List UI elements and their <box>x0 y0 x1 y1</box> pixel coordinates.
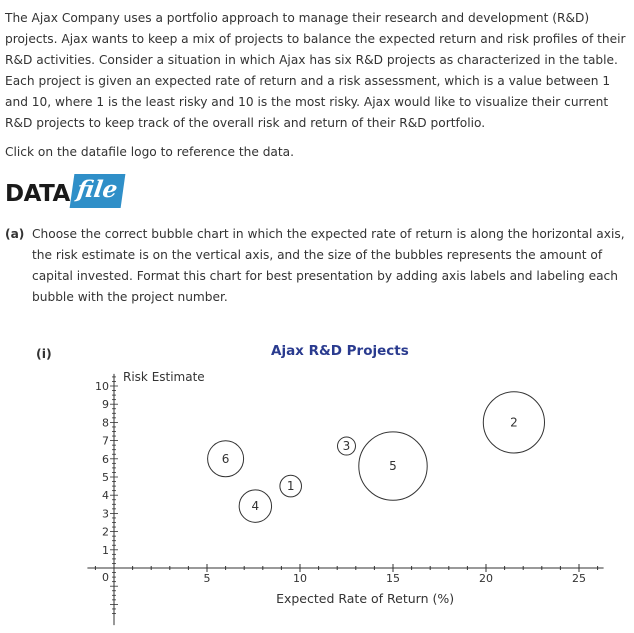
y-axis-label: Risk Estimate <box>123 369 205 384</box>
datafile-logo[interactable] <box>5 172 123 208</box>
bubble-label-1: 1 <box>286 479 295 494</box>
logo-file-text: file <box>69 174 125 208</box>
y-tick-label: 6 <box>102 452 109 466</box>
y-tick-label: 10 <box>95 380 109 393</box>
bubble-label-5: 5 <box>389 459 397 474</box>
bubble-label-6: 6 <box>221 451 230 466</box>
x-axis-label: Expected Rate of Return (%) <box>276 591 455 606</box>
x-tick-label: 15 <box>386 572 400 585</box>
y-tick-label: 0 <box>102 571 109 584</box>
option-label[interactable]: (i) <box>36 346 52 361</box>
y-tick-label: 9 <box>102 398 109 412</box>
bubble-label-2: 2 <box>510 415 518 430</box>
bubble-chart <box>0 360 634 633</box>
y-tick-label: 7 <box>102 434 109 448</box>
x-tick-label: 20 <box>479 572 493 585</box>
bubble-label-4: 4 <box>251 499 260 514</box>
y-tick-label: 5 <box>102 471 109 484</box>
question-text: Choose the correct bubble chart in which the expected rate of return is along the horizontal axis, the risk estimate is on the vertical axis, and the size of the bubbles represents the amount of capital invested. Format this chart for best presentation by adding axis labels and labeling each bubble with the project number. <box>32 227 625 304</box>
bubble-label-3: 3 <box>342 439 351 454</box>
datafile-note: Click on the datafile logo to reference the data. <box>5 145 295 159</box>
question-label: (a) <box>5 227 25 241</box>
y-tick-label: 3 <box>102 507 109 521</box>
intro-paragraph: The Ajax Company uses a portfolio approach to manage their research and development (R&D) projects. Ajax wants to keep a mix of projects to balance the expected return and risk profiles of their R&D activities. Consider a situation in which Ajax has six R&D projects as characterized in the table. Each project is given an expected rate of return and a risk assessment, which is a value between 1 and 10, where 1 is the least risky and 10 is the most risky. Ajax would like to visualize their current R&D projects to keep track of the overall risk and return of their R&D portfolio. <box>5 11 626 130</box>
chart-title: Ajax R&D Projects <box>271 343 409 359</box>
question-a <box>5 224 631 308</box>
y-tick-label: 4 <box>102 489 109 503</box>
y-tick-label: 1 <box>102 543 109 557</box>
x-tick-label: 10 <box>293 572 307 585</box>
logo-data-text: DATA <box>5 181 70 207</box>
y-tick-label: 8 <box>102 416 109 430</box>
x-tick-label: 25 <box>572 572 586 585</box>
y-tick-label: 2 <box>102 525 109 539</box>
x-tick-label: 5 <box>203 572 211 585</box>
